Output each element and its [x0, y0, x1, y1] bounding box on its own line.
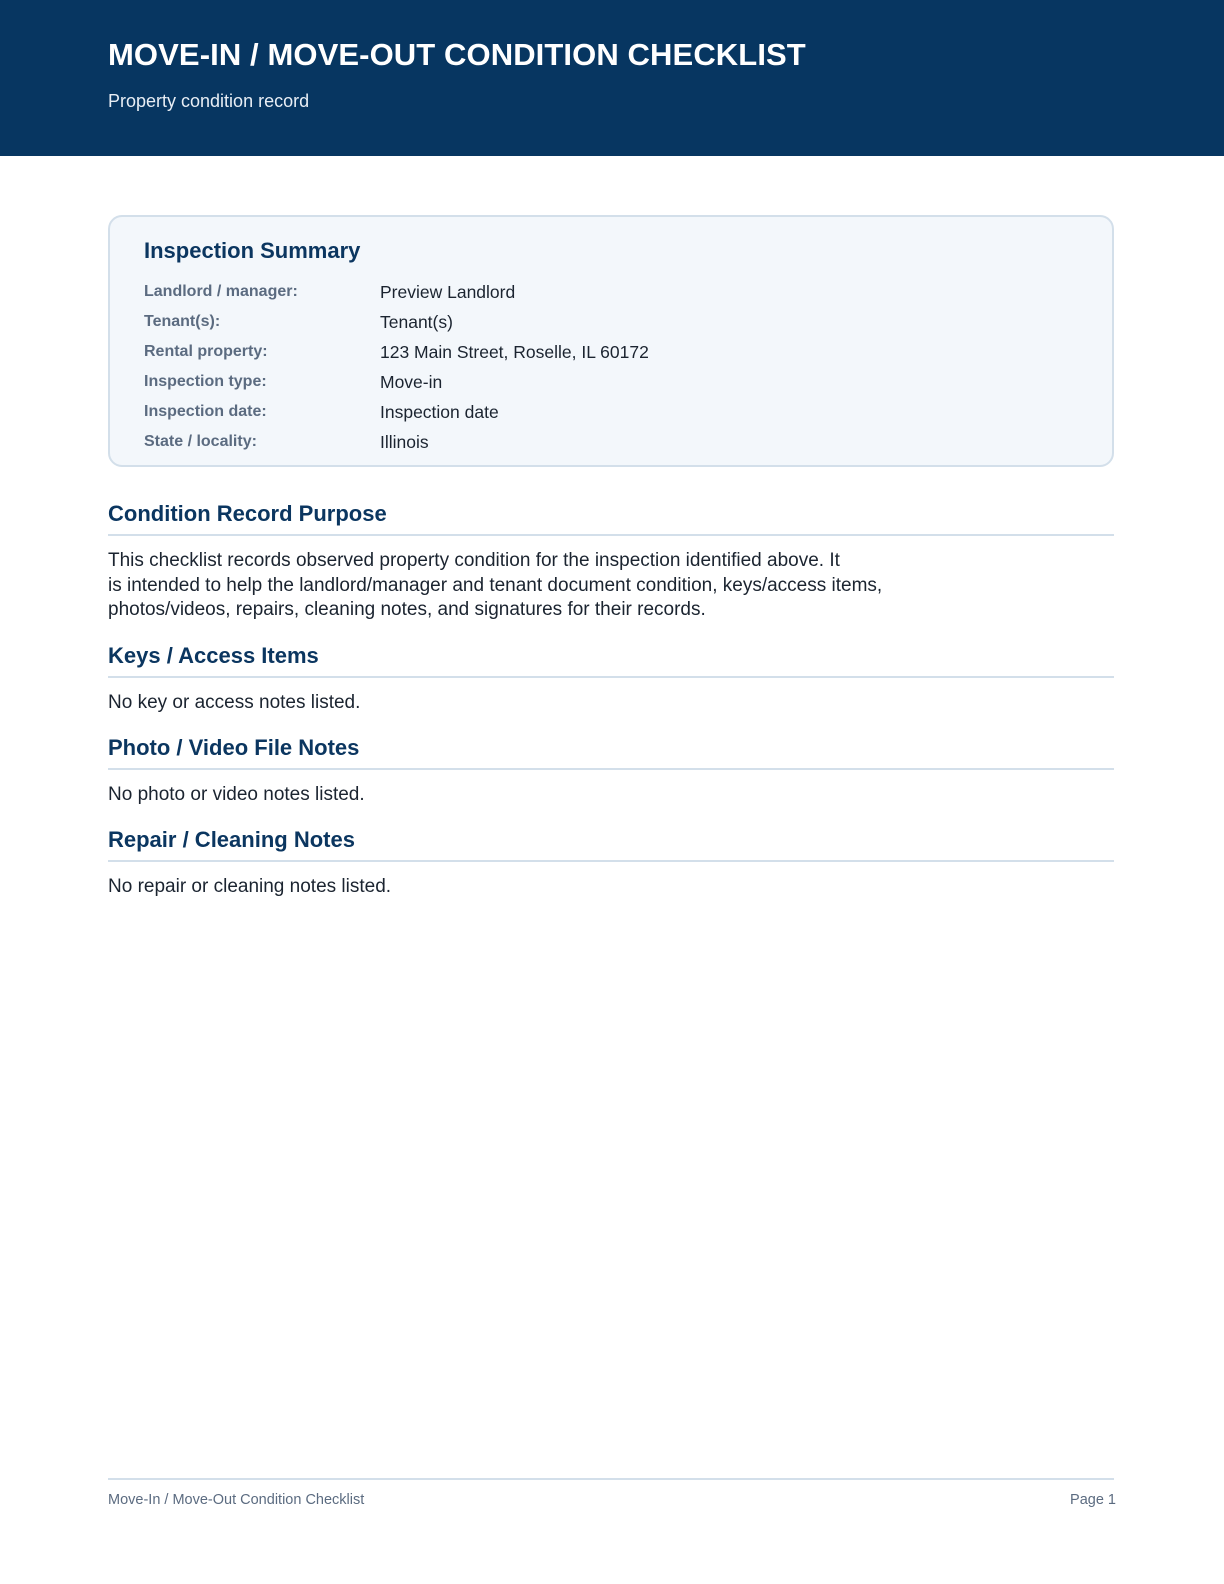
- summary-row-inspection-type: [144, 373, 1074, 395]
- footer-page-number: Page 1: [1070, 1492, 1116, 1508]
- section-repair-cleaning: [108, 826, 1114, 900]
- document-subtitle: Property condition record: [108, 91, 310, 111]
- section-heading: Condition Record Purpose: [108, 500, 1114, 536]
- summary-value: Preview Landlord: [380, 282, 516, 302]
- summary-row-tenants: [144, 313, 1074, 335]
- paragraph-line: photos/videos, repairs, cleaning notes, and signatures for their records.: [108, 599, 706, 620]
- summary-row-landlord: [144, 283, 1074, 305]
- summary-value: Move-in: [380, 372, 443, 392]
- section-heading: Photo / Video File Notes: [108, 734, 1114, 770]
- summary-row-state: [144, 433, 1074, 455]
- section-body-text: No photo or video notes listed.: [108, 784, 365, 805]
- summary-row-property: [144, 343, 1074, 365]
- section-paragraph: [108, 536, 1114, 623]
- inspection-summary-card: [108, 215, 1114, 467]
- summary-row-inspection-date: [144, 403, 1074, 425]
- page-header: [0, 0, 1224, 156]
- summary-label: Rental property:: [144, 343, 268, 360]
- summary-value: Illinois: [380, 432, 429, 452]
- summary-label: Landlord / manager:: [144, 283, 298, 300]
- section-body-text: No key or access notes listed.: [108, 692, 361, 713]
- summary-label: Inspection type:: [144, 373, 267, 390]
- footer-document-name: Move-In / Move-Out Condition Checklist: [108, 1492, 365, 1508]
- summary-label: Tenant(s):: [144, 313, 221, 330]
- section-heading: Keys / Access Items: [108, 642, 1114, 678]
- section-body-text: No repair or cleaning notes listed.: [108, 876, 392, 897]
- section-photo-video: [108, 734, 1114, 808]
- summary-value: Tenant(s): [380, 312, 453, 332]
- paragraph-line: This checklist records observed property condition for the inspection identified above. It: [108, 550, 840, 571]
- summary-label: State / locality:: [144, 433, 257, 450]
- paragraph-line: is intended to help the landlord/manager and tenant document condition, keys/access items,: [108, 574, 883, 596]
- summary-title: Inspection Summary: [144, 238, 361, 263]
- document-title: MOVE-IN / MOVE-OUT CONDITION CHECKLIST: [108, 37, 806, 72]
- section-keys-access: [108, 642, 1114, 716]
- section-heading: Repair / Cleaning Notes: [108, 826, 1114, 862]
- summary-label: Inspection date:: [144, 403, 267, 420]
- summary-value: 123 Main Street, Roselle, IL 60172: [380, 342, 649, 362]
- summary-value: Inspection date: [380, 402, 499, 422]
- section-purpose: [108, 500, 1114, 623]
- footer-divider: [108, 1478, 1114, 1480]
